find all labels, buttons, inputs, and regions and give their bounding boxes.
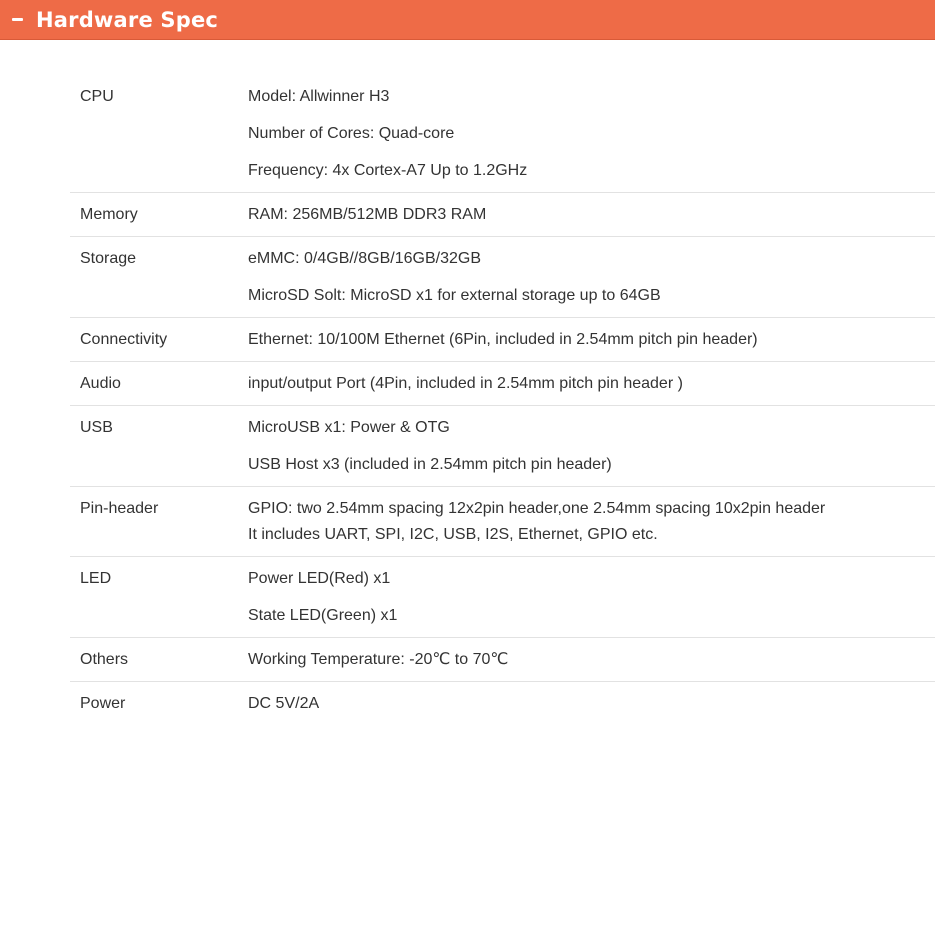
spec-value: eMMC: 0/4GB//8GB/16GB/32GB [248, 250, 481, 267]
spec-value: MicroSD Solt: MicroSD x1 for external storage up to 64GB [248, 287, 661, 304]
spec-row-memory [70, 193, 935, 237]
minus-icon[interactable] [12, 18, 23, 21]
spec-values [248, 372, 935, 395]
spec-row-others [70, 638, 935, 682]
spec-row-cpu [70, 75, 935, 193]
spec-values [248, 85, 935, 182]
spec-value: Power LED(Red) x1 [248, 570, 391, 587]
spec-label: CPU [80, 88, 114, 105]
spec-label: Power [80, 695, 126, 712]
section-title: Hardware Spec [36, 7, 219, 32]
spec-value: RAM: 256MB/512MB DDR3 RAM [248, 206, 487, 223]
spec-row-storage [70, 237, 935, 318]
spec-row-usb [70, 406, 935, 487]
spec-value: Number of Cores: Quad-core [248, 125, 455, 142]
spec-value: USB Host x3 (included in 2.54mm pitch pin header) [248, 456, 612, 473]
spec-label: Connectivity [80, 331, 168, 348]
spec-value: MicroUSB x1: Power & OTG [248, 419, 450, 436]
spec-label: Storage [80, 250, 137, 267]
spec-label: LED [80, 570, 112, 587]
spec-row-pin-header [70, 487, 935, 557]
spec-value: State LED(Green) x1 [248, 607, 398, 624]
spec-values [248, 692, 935, 715]
spec-label: Pin-header [80, 500, 159, 517]
spec-value: Ethernet: 10/100M Ethernet (6Pin, included in 2.54mm pitch pin header) [248, 331, 758, 348]
spec-label: Others [80, 651, 129, 668]
spec-values [248, 203, 935, 226]
spec-row-power [70, 682, 935, 725]
spec-value: GPIO: two 2.54mm spacing 12x2pin header,one 2.54mm spacing 10x2pin header [248, 500, 826, 517]
hardware-spec-header[interactable] [0, 0, 935, 40]
spec-value: Frequency: 4x Cortex-A7 Up to 1.2GHz [248, 162, 528, 179]
spec-values [248, 648, 935, 671]
spec-value: Working Temperature: -20℃ to 70℃ [248, 651, 509, 668]
spec-values [248, 497, 935, 546]
spec-row-led [70, 557, 935, 638]
spec-label: Memory [80, 206, 138, 223]
spec-value: Model: Allwinner H3 [248, 88, 390, 105]
spec-value: It includes UART, SPI, I2C, USB, I2S, Ethernet, GPIO etc. [248, 526, 658, 543]
spec-row-audio [70, 362, 935, 406]
spec-table [70, 75, 935, 725]
spec-label: Audio [80, 375, 121, 392]
spec-values [248, 328, 935, 351]
spec-value: input/output Port (4Pin, included in 2.54mm pitch pin header ) [248, 375, 683, 392]
spec-values [248, 247, 935, 307]
spec-row-connectivity [70, 318, 935, 362]
spec-value: DC 5V/2A [248, 695, 320, 712]
spec-values [248, 567, 935, 627]
spec-values [248, 416, 935, 476]
spec-label: USB [80, 419, 113, 436]
